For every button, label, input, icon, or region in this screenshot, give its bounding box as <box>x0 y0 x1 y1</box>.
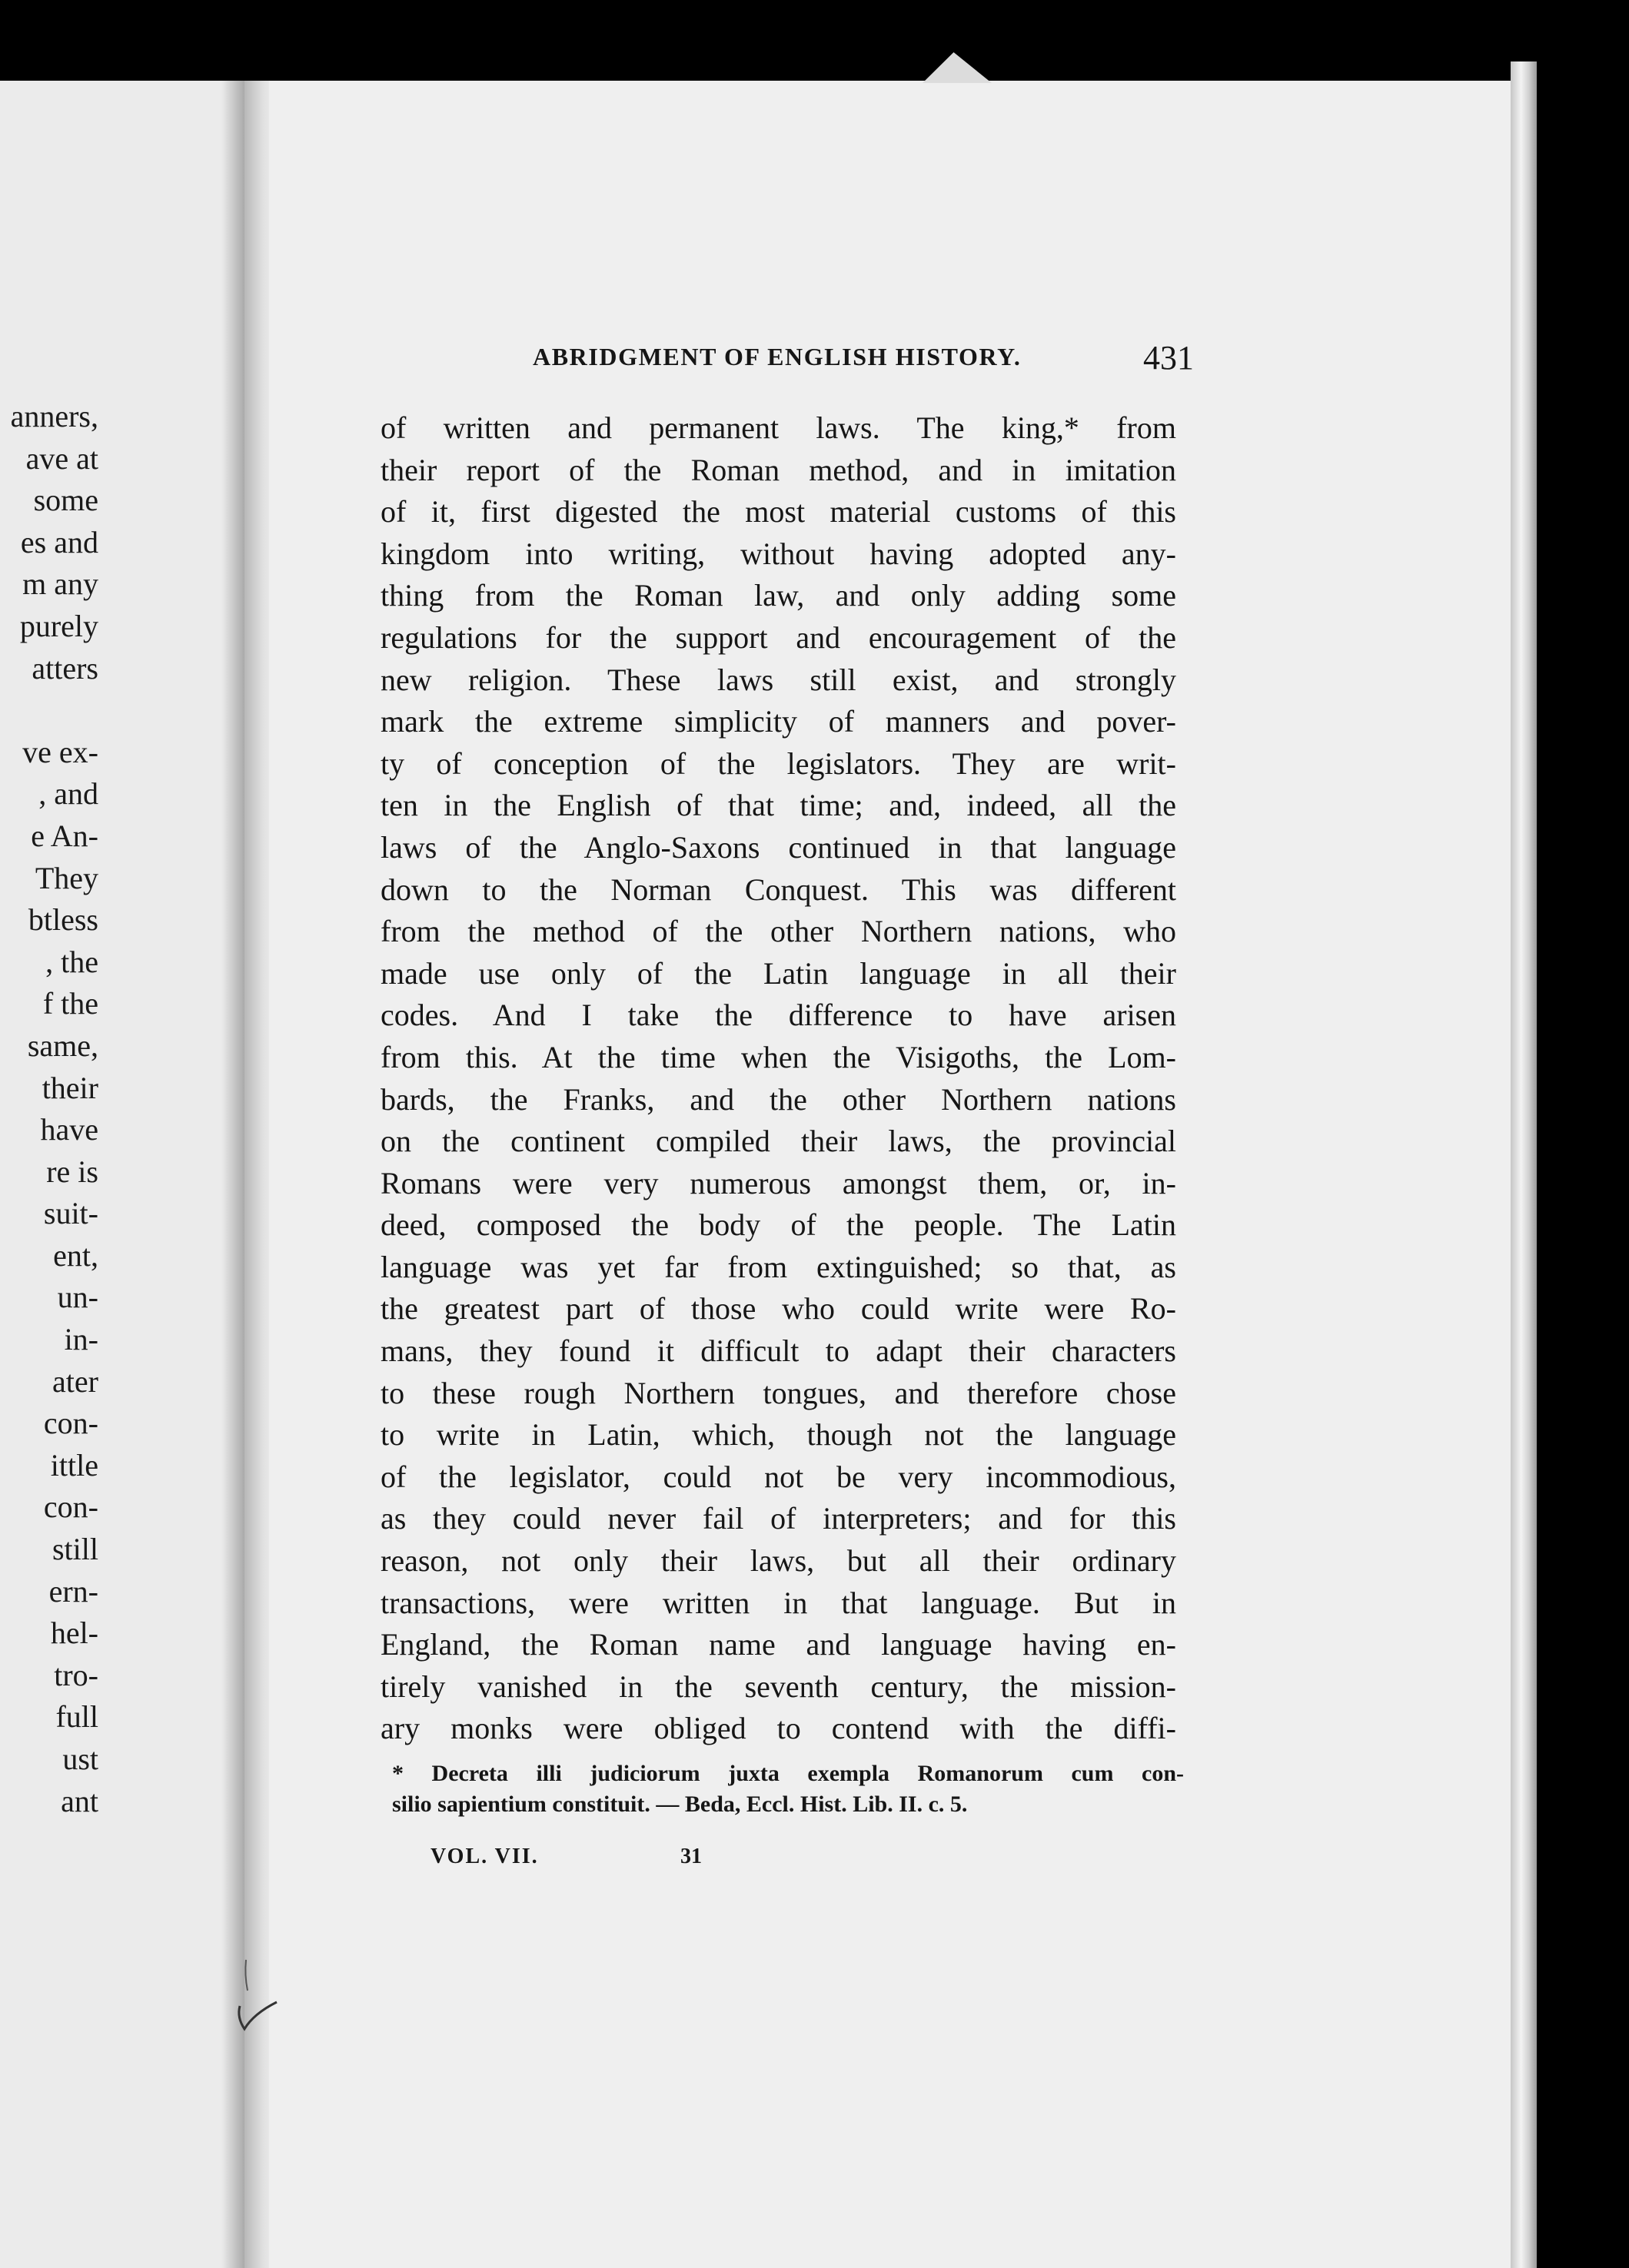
body-line: language was yet far from extinguished; so that, as <box>381 1249 1176 1284</box>
pencil-check-mark <box>223 1944 292 2037</box>
facing-page-line: still <box>52 1532 98 1567</box>
body-line: on the continent compiled their laws, the provincial <box>381 1124 1176 1159</box>
page-number: 431 <box>1143 339 1194 377</box>
body-line: laws of the Anglo-Saxons continued in that language <box>381 829 1176 865</box>
body-line: kingdom into writing, without having adopted any- <box>381 536 1176 571</box>
body-line: regulations for the support and encouragement of the <box>381 619 1176 655</box>
body-line: tirely vanished in the seventh century, the mission- <box>381 1669 1176 1704</box>
body-line: made use only of the Latin language in all their <box>381 955 1176 991</box>
facing-page-line: ve ex- <box>22 734 98 769</box>
facing-page-line: same, <box>27 1028 98 1063</box>
signature-line <box>431 1845 738 1875</box>
body-line: their report of the Roman method, and in imitation <box>381 452 1176 487</box>
facing-page-line: hel- <box>50 1615 98 1651</box>
facing-page-line: their <box>42 1070 98 1105</box>
facing-page-line: , the <box>45 944 98 979</box>
volume-label: VOL. VII. <box>431 1845 539 1868</box>
facing-page-line: anners, <box>10 399 98 433</box>
facing-page-line: f the <box>42 986 98 1021</box>
facing-page-line: tro- <box>54 1657 98 1692</box>
body-line: of the legislator, could not be very incommodious, <box>381 1459 1176 1494</box>
footnote-line: silio sapientium constituit. — Beda, Eccl. Hist. Lib. II. c. 5. <box>392 1791 968 1817</box>
running-title: ABRIDGMENT OF ENGLISH HISTORY. <box>533 343 1022 370</box>
facing-page-line: e An- <box>31 818 98 853</box>
page-tear-mark <box>923 52 992 83</box>
page-edge <box>1511 61 1537 2268</box>
body-line: reason, not only their laws, but all their ordinary <box>381 1543 1176 1579</box>
facing-page-line: full <box>55 1699 98 1735</box>
signature-mark: 31 <box>680 1845 702 1868</box>
facing-page-line: btless <box>28 902 98 938</box>
facing-page-line: ater <box>52 1363 98 1399</box>
body-line: of it, first digested the most material customs of this <box>381 494 1176 530</box>
facing-page-line: re is <box>46 1154 98 1189</box>
facing-page-line: some <box>33 483 98 518</box>
facing-page-line: ern- <box>48 1573 98 1609</box>
body-line: down to the Norman Conquest. This was different <box>381 872 1176 907</box>
facing-page-line: ave at <box>25 440 98 476</box>
facing-page-line: con- <box>43 1406 98 1441</box>
facing-page-line: ittle <box>50 1447 98 1483</box>
body-line: Romans were very numerous amongst them, or, in- <box>381 1165 1176 1200</box>
body-line: to these rough Northern tongues, and therefore chose <box>381 1375 1176 1410</box>
body-line: mans, they found it difficult to adapt their characters <box>381 1333 1176 1369</box>
body-line: from the method of the other Northern nations, who <box>381 914 1176 949</box>
facing-page <box>0 81 244 2268</box>
facing-page-line: ant <box>61 1783 98 1818</box>
facing-page-line: purely <box>19 608 98 643</box>
body-line: from this. At the time when the Visigoths, the Lom- <box>381 1039 1176 1074</box>
facing-page-line: es and <box>20 524 98 560</box>
body-text <box>381 407 1176 1750</box>
body-line: deed, composed the body of the people. The Latin <box>381 1207 1176 1243</box>
facing-page-line: have <box>40 1112 98 1147</box>
body-line: ten in the English of that time; and, indeed, all the <box>381 788 1176 823</box>
body-line: to write in Latin, which, though not the language <box>381 1417 1176 1453</box>
facing-page-line: in- <box>64 1322 98 1357</box>
facing-page-line: , and <box>38 776 98 812</box>
body-line: mark the extreme simplicity of manners and pover- <box>381 704 1176 739</box>
facing-page-line: suit- <box>43 1196 98 1231</box>
body-line: ty of conception of the legislators. They are writ- <box>381 745 1176 781</box>
running-head <box>533 338 1194 384</box>
footnote <box>392 1758 1184 1820</box>
facing-page-shadow <box>221 81 244 2268</box>
facing-page-line <box>0 689 98 732</box>
facing-page-line: atters <box>32 650 98 686</box>
facing-page-line: m any <box>22 566 98 602</box>
body-line: bards, the Franks, and the other Northern nations <box>381 1081 1176 1117</box>
body-line: transactions, were written in that language. But in <box>381 1585 1176 1620</box>
facing-page-line: ent, <box>53 1237 98 1273</box>
body-line: codes. And I take the difference to have arisen <box>381 998 1176 1033</box>
facing-page-line: con- <box>43 1489 98 1525</box>
body-line: new religion. These laws still exist, and strongly <box>381 662 1176 697</box>
body-line: ary monks were obliged to contend with the diffi- <box>381 1711 1176 1746</box>
facing-page-text <box>0 396 98 1822</box>
body-line: of written and permanent laws. The king,* from <box>381 410 1176 445</box>
facing-page-line: They <box>35 860 98 895</box>
footnote-line: * Decreta illi judiciorum juxta exempla Romanorum cum con- <box>392 1761 1184 1786</box>
body-line: thing from the Roman law, and only adding some <box>381 578 1176 613</box>
body-line: the greatest part of those who could write were Ro- <box>381 1291 1176 1327</box>
body-line: England, the Roman name and language having en- <box>381 1627 1176 1662</box>
facing-page-line: ust <box>62 1742 98 1776</box>
facing-page-line: un- <box>57 1280 98 1315</box>
body-line: as they could never fail of interpreters; and for this <box>381 1501 1176 1536</box>
